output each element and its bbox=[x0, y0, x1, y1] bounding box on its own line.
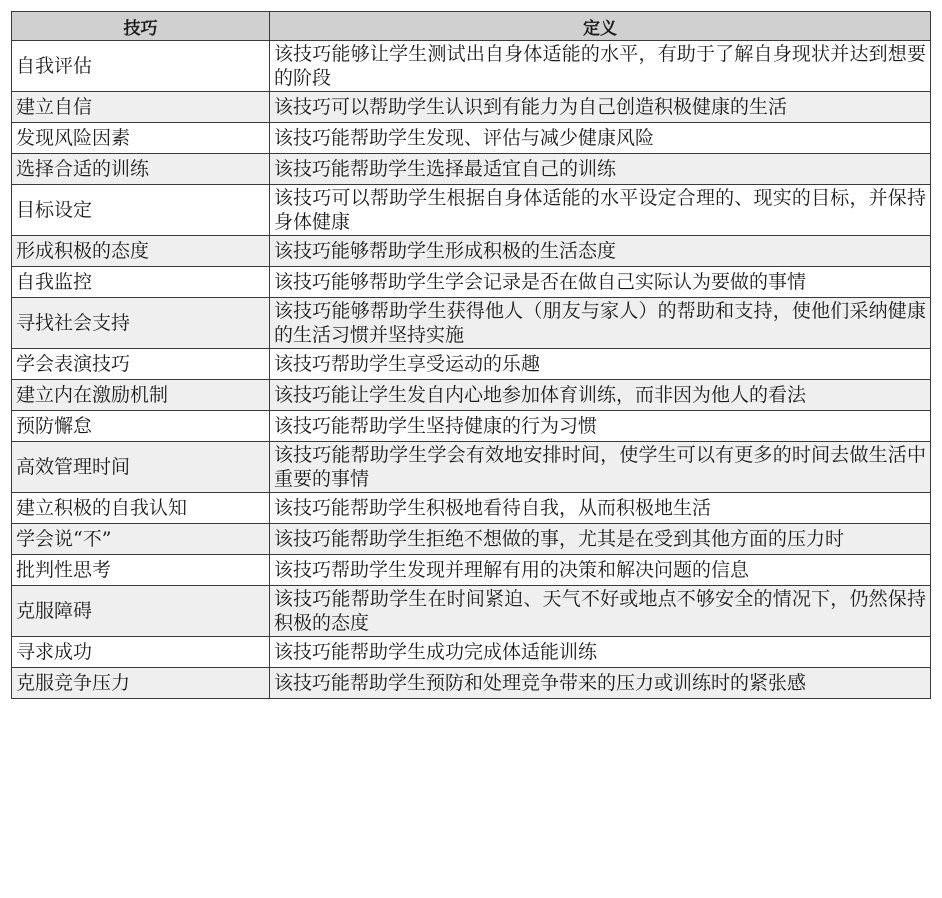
table-row bbox=[12, 267, 931, 298]
skill-name: 寻求成功 bbox=[12, 637, 270, 668]
skill-name: 自我评估 bbox=[12, 41, 270, 92]
skill-name: 高效管理时间 bbox=[12, 442, 270, 493]
skill-name: 目标设定 bbox=[12, 185, 270, 236]
table-row bbox=[12, 298, 931, 349]
skill-name: 寻找社会支持 bbox=[12, 298, 270, 349]
skill-definition: 该技巧能够帮助学生形成积极的生活态度 bbox=[270, 236, 931, 267]
table-row bbox=[12, 555, 931, 586]
skill-definition: 该技巧可以帮助学生根据自身体适能的水平设定合理的、现实的目标，并保持身体健康 bbox=[270, 185, 931, 236]
skills-table-container bbox=[11, 11, 930, 699]
skill-name: 批判性思考 bbox=[12, 555, 270, 586]
skill-name: 克服障碍 bbox=[12, 586, 270, 637]
table-header-row bbox=[12, 12, 931, 41]
skill-name: 学会说“不” bbox=[12, 524, 270, 555]
table-row bbox=[12, 236, 931, 267]
header-definition: 定义 bbox=[270, 12, 931, 41]
table-row bbox=[12, 41, 931, 92]
skill-definition: 该技巧能帮助学生积极地看待自我，从而积极地生活 bbox=[270, 493, 931, 524]
skill-definition: 该技巧能帮助学生在时间紧迫、天气不好或地点不够安全的情况下，仍然保持积极的态度 bbox=[270, 586, 931, 637]
table-row bbox=[12, 586, 931, 637]
skill-name: 建立积极的自我认知 bbox=[12, 493, 270, 524]
skill-definition: 该技巧能够帮助学生获得他人（朋友与家人）的帮助和支持，使他们采纳健康的生活习惯并坚持实施 bbox=[270, 298, 931, 349]
table-row bbox=[12, 123, 931, 154]
skill-name: 建立内在激励机制 bbox=[12, 380, 270, 411]
table-row bbox=[12, 442, 931, 493]
skill-definition: 该技巧能帮助学生预防和处理竞争带来的压力或训练时的紧张感 bbox=[270, 668, 931, 699]
skills-table bbox=[11, 11, 931, 699]
skill-definition: 该技巧能够让学生测试出自身体适能的水平，有助于了解自身现状并达到想要的阶段 bbox=[270, 41, 931, 92]
skill-definition: 该技巧能帮助学生坚持健康的行为习惯 bbox=[270, 411, 931, 442]
table-row bbox=[12, 92, 931, 123]
skill-definition: 该技巧能让学生发自内心地参加体育训练，而非因为他人的看法 bbox=[270, 380, 931, 411]
header-skill: 技巧 bbox=[12, 12, 270, 41]
table-row bbox=[12, 637, 931, 668]
skill-name: 自我监控 bbox=[12, 267, 270, 298]
skill-definition: 该技巧能帮助学生发现、评估与减少健康风险 bbox=[270, 123, 931, 154]
skill-definition: 该技巧能够帮助学生学会记录是否在做自己实际认为要做的事情 bbox=[270, 267, 931, 298]
table-row bbox=[12, 668, 931, 699]
table-row bbox=[12, 411, 931, 442]
table-row bbox=[12, 493, 931, 524]
skill-definition: 该技巧帮助学生享受运动的乐趣 bbox=[270, 349, 931, 380]
table-row bbox=[12, 154, 931, 185]
skill-name: 建立自信 bbox=[12, 92, 270, 123]
skill-definition: 该技巧帮助学生发现并理解有用的决策和解决问题的信息 bbox=[270, 555, 931, 586]
skill-definition: 该技巧能帮助学生学会有效地安排时间，使学生可以有更多的时间去做生活中重要的事情 bbox=[270, 442, 931, 493]
skill-name: 预防懈怠 bbox=[12, 411, 270, 442]
skill-name: 克服竞争压力 bbox=[12, 668, 270, 699]
skill-definition: 该技巧能帮助学生拒绝不想做的事，尤其是在受到其他方面的压力时 bbox=[270, 524, 931, 555]
skill-definition: 该技巧能帮助学生成功完成体适能训练 bbox=[270, 637, 931, 668]
skill-definition: 该技巧能帮助学生选择最适宜自己的训练 bbox=[270, 154, 931, 185]
skill-name: 形成积极的态度 bbox=[12, 236, 270, 267]
table-row bbox=[12, 349, 931, 380]
skill-name: 选择合适的训练 bbox=[12, 154, 270, 185]
skill-definition: 该技巧可以帮助学生认识到有能力为自己创造积极健康的生活 bbox=[270, 92, 931, 123]
table-row bbox=[12, 185, 931, 236]
skill-name: 发现风险因素 bbox=[12, 123, 270, 154]
table-row bbox=[12, 524, 931, 555]
table-row bbox=[12, 380, 931, 411]
skill-name: 学会表演技巧 bbox=[12, 349, 270, 380]
